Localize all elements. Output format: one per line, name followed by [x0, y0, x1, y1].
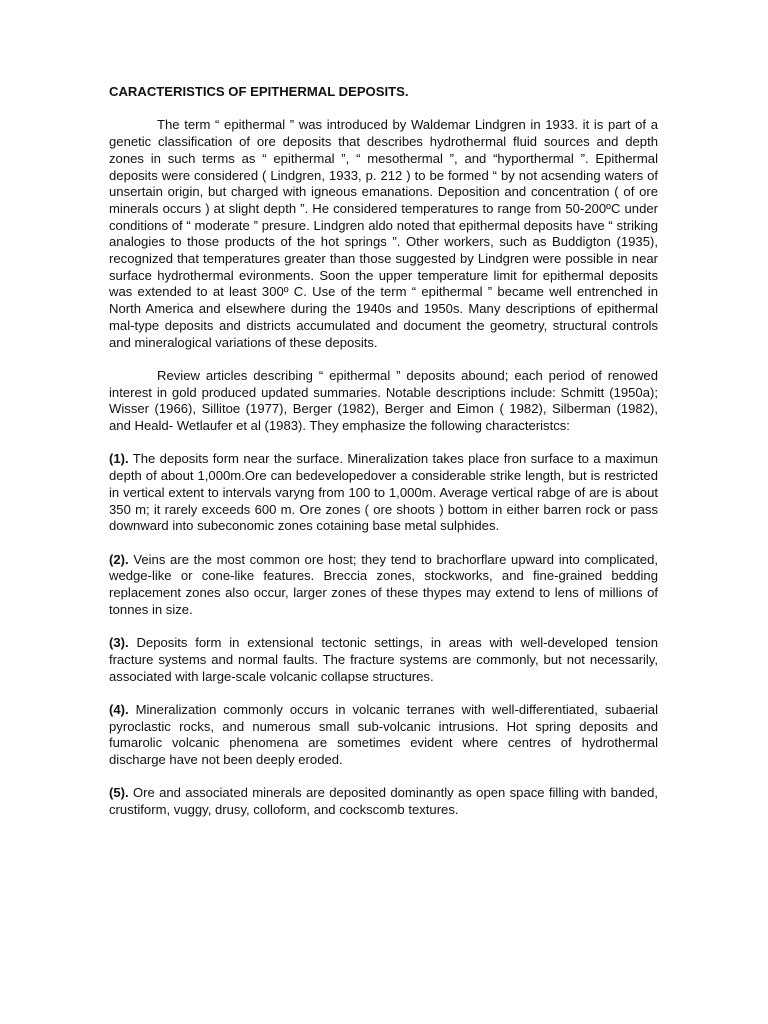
- item-number: (1).: [109, 451, 129, 467]
- list-item-4: [109, 702, 658, 769]
- list-item-1: [109, 451, 658, 535]
- document-page: [109, 84, 658, 836]
- paragraph-intro: The term “ epithermal ” was introduced by Waldemar Lindgren in 1933. it is part of a genetic classification of ore deposits that describes hydrothermal fluid sources and depth zones in such terms as “ epithermal ”, “ mesothermal ”, and “hyporthermal ”. Epithermal deposits were considered ( Lindgren, 1933, p. 212 ) to be formed “ by not acsending waters of unsertain origin, but charged with igneous emanations. Deposition and concentration ( of ore minerals occurs ) at slight depth ”. He considered temperatures to range from 50-200ºC under conditions of “ moderate ” presure. Lindgren aldo noted that epithermal deposits have “ striking analogies to those products of the hot springs ”. Other workers, such as Buddigton (1935), recognized that temperatures greater than those suggested by Lindgren were possible in near surface hydrothermal evironments. Soon the upper temperature limit for epithermal deposits was extended to at least 300º C. Use of the term “ epithermal ” became well entrenched in North America and elsewhere during the 1940s and 1950s. Many descriptions of epithermal mal-type deposits and districts accumulated and document the geometry, structural controls and mineralogical variations of these deposits.: [109, 117, 658, 350]
- paragraph-review: Review articles describing “ epithermal ” deposits abound; each period of renowed interest in gold produced updated summaries. Notable descriptions include: Schmitt (1950a); Wisser (1966), Sillitoe (1977), Berger (1982), Berger and Eimon ( 1982), Silberman (1982), and Heald- Wetlaufer et al (1983). They emphasize the following characteristcs:: [109, 367, 658, 434]
- list-item-5: [109, 785, 658, 818]
- item-number: (5).: [109, 785, 129, 801]
- item-text: The deposits form near the surface. Mineralization takes place fron surface to a maximun depth of about 1,000m.Ore can bedevelopedover a considerable strike length, but is restricted in vertical extent to intervals varyng from 100 to 1,000m. Average vertical rabge of are is about 350 m; it rarely exceeds 600 m. Ore zones ( ore shoots ) bottom in either barren rock or pass downward into subeconomic zones cotaining base metal sulphides.: [109, 451, 658, 534]
- item-text: Mineralization commonly occurs in volcanic terranes with well-differentiated, subaerial pyroclastic rocks, and numerous small sub-volcanic intrusions. Hot spring deposits and fumarolic volcanic phenomena are sometimes evident where centres of hydrothermal discharge have not been deeply eroded.: [109, 701, 658, 768]
- list-item-2: [109, 552, 658, 619]
- item-number: (4).: [109, 701, 129, 717]
- item-text: Deposits form in extensional tectonic settings, in areas with well-developed tension fracture systems and normal faults. The fracture systems are commonly, but not necessarily, associated with large-scale volcanic collapse structures.: [109, 635, 658, 684]
- item-number: (3).: [109, 635, 129, 651]
- item-text: Veins are the most common ore host; they tend to brachorflare upward into complicated, wedge-like or cone-like features. Breccia zones, stockworks, and fine-grained bedding replacement zones also occur, larger zones of these thypes may extend to lens of millions of tonnes in size.: [109, 551, 658, 617]
- document-title: CARACTERISTICS OF EPITHERMAL DEPOSITS.: [109, 84, 409, 99]
- item-number: (2).: [109, 551, 129, 567]
- list-item-3: [109, 635, 658, 685]
- item-text: Ore and associated minerals are deposited dominantly as open space filling with banded, crustiform, vuggy, drusy, colloform, and cockscomb textures.: [109, 785, 658, 818]
